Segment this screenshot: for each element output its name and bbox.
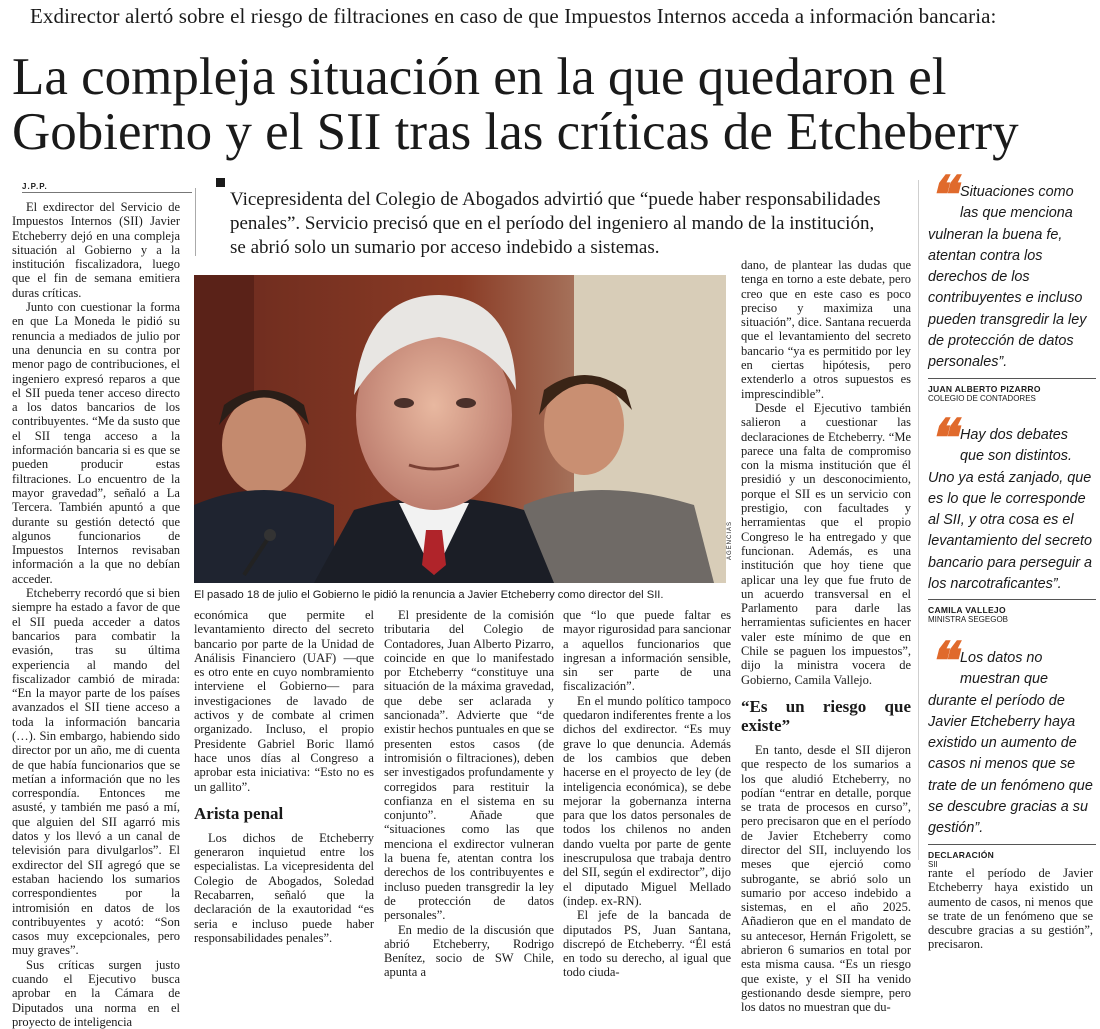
paragraph: rante el período de Javier Etcheberry haya existido un aumento de casos, ni menos que se trate de un fenómeno que se descubre gracias a su gestión”, precisaron. xyxy=(928,866,1093,952)
deck-line-1: Vicepresidenta del Colegio de Abogados advirtió que “puede haber responsabilidades xyxy=(230,189,881,210)
quote-mark-icon: ❝ xyxy=(928,411,956,468)
subhead-riesgo: “Es un riesgo que existe” xyxy=(741,696,911,735)
pull-quote-1 xyxy=(928,168,1093,403)
quote-rule xyxy=(928,599,1096,600)
paragraph: Sus críticas surgen justo cuando el Ejecutivo busca aprobar en la Cámara de Diputados una norma en el proyecto de inteligencia xyxy=(12,957,180,1029)
byline-rule xyxy=(22,192,192,193)
quote-text: Hay dos debates que son distintos. Uno ya está zanjado, que es lo que le corresponde al SII, y otra cosa es el levantamiento del secreto bancario para perseguir a los narcotraficantes”. xyxy=(928,427,1092,593)
quote-rule xyxy=(928,378,1096,379)
paragraph: Los dichos de Etcheberry generaron inquietud entre los especialistas. La vicepresidenta del Colegio de Abogados, Soledad Recabarren, señaló que la declaración de la exautoridad “es seria e incluso puede haber responsabilidades penales”. xyxy=(194,830,374,945)
paragraph: dano, de plantear las dudas que tenga en torno a este debate, pero creo que en este caso es poco preciso y maximiza una situación”, dice. Santana recuerda que el levantamiento del secreto bancario “ya es permitido por ley en ciertas hipótesis, pero extenderlo a otros supuestos es imprescindible”. xyxy=(741,258,911,401)
quote-author: CAMILA VALLEJO xyxy=(928,605,1006,616)
pull-quote-2 xyxy=(928,411,1093,625)
paragraph: económica que permite el levantamiento directo del secreto bancario por parte de la Unidad de Análisis Financiero (UAF) —que es otro ente en cuyo nombramiento interviene el Gobierno— para investigaciones de lavado de activos y de combate al crimen organizado. Incluso, el propio Presidente Gabriel Boric llamó hace unos días al Congreso a aprobar esta iniciativa: “Esto no es un gallito”. xyxy=(194,608,374,794)
article-column-3 xyxy=(384,608,554,980)
quote-author: DECLARACIÓN xyxy=(928,849,995,860)
quote-text: Situaciones como las que menciona vulneran la buena fe, atentan contra los derechos de los contribuyentes e incluso pueden transgredir la ley de protección de datos personales”. xyxy=(928,184,1087,371)
paragraph: En el mundo político tampoco quedaron indiferentes frente a los dichos del exdirector. “Es muy grave lo que denuncia. Además de los cambios que deben hacerse en el proyecto de ley (de inteligencia económica), se debe mejorar la gobernanza interna para que los datos personales de todos los chilenos no anden dando vuelta por parte de gente inescrupulosa que trabaja dentro del SII, según el exdirector”, dijo el diputado Miguel Mellado (indep. ex-RN). xyxy=(563,693,731,908)
quote-text: Los datos no muestran que durante el período de Javier Etcheberry haya existido un aumento de casos ni menos que se trate de un fenómeno que se descubre gracias a su gestión”. xyxy=(928,650,1093,837)
paragraph: Etcheberry recordó que si bien siempre ha estado a favor de que el SII pueda acceder a datos bancarios para combatir la evasión, tras su última experiencia al mando del fiscalizador cambió de mirada: “En la mayor parte de los países avanzados el SII tiene acceso a toda la información bancaria (…). Sin embargo, habiendo sido director por un año, me di cuenta de que había funcionarios que se metían a información que no les correspondía. Entonces me asusté, y también me pasó a mí, que alguien del SII agarró mis datos y los llevó a un canal de televisión para divulgarlos”. El exdirector del SII agregó que se estaban haciendo los sumarios correspondientes por la intromisión en datos de los contribuyentes y acotó: “Son casos muy excepcionales, pero muy graves”. xyxy=(12,586,180,958)
article-headline xyxy=(12,50,1019,160)
quote-role: SII xyxy=(928,859,938,869)
paragraph: En medio de la discusión que abrió Etcheberry, Rodrigo Benítez, socio de SW Chile, apunta a xyxy=(384,922,554,980)
deck-divider xyxy=(195,188,196,256)
article-column-5 xyxy=(741,258,911,1015)
paragraph: Desde el Ejecutivo también salieron a cuestionar las declaraciones de Etcheberry. “Me parece una falta de compromiso con la misma institución que él presidió y un desconocimiento, porque el SII es un servicio con prestigio, con facultades y herramientas que el propio Congreso le ha entregado y que funcionan. Además, es una institución que hoy tiene que aplicar una ley que fue fruto de un acuerdo transversal en el Parlamento para darle las herramientas suficientes en hacer valer este mínimo de que en Chile se paguen los impuestos”, dijo la ministra vocera de Gobierno, Camila Vallejo. xyxy=(741,400,911,687)
photo-caption: El pasado 18 de julio el Gobierno le pidió la renuncia a Javier Etcheberry como director del SII. xyxy=(194,589,664,601)
sidebar-divider xyxy=(918,180,919,860)
headline-line-2: Gobierno y el SII tras las críticas de Etcheberry xyxy=(12,103,1019,161)
paragraph: Junto con cuestionar la forma en que La Moneda le pidió su renuncia a mediados de julio por una denuncia en su contra por menor pago de contribuciones, el ingeniero expresó reparos a que el SII pueda tener acceso directo a los datos bancarios de los contribuyentes. “Me da susto que el SII tenga acceso a la información bancaria si es que se pueden producir estas filtraciones. Lo encuentro de la mayor gravedad”, señaló a La Tercera. También apuntó a que durante su gestión detectó que algunos funcionarios de Impuestos Internos revisaban información a la que no debían acceder. xyxy=(12,300,180,586)
article-column-4 xyxy=(563,608,731,980)
pull-quote-3 xyxy=(928,634,1093,869)
article-column-6 xyxy=(928,866,1093,952)
paragraph: El jefe de la bancada de diputados PS, Juan Santana, discrepó de Etcheberry. “Él está en todo su derecho, al igual que todo ciuda- xyxy=(563,908,731,980)
article-column-1 xyxy=(12,200,180,1029)
subhead-arista-penal: Arista penal xyxy=(194,803,284,823)
photo-illustration xyxy=(194,275,726,583)
deck-line-3: se abrió solo un sumario por acceso indebido a sistemas. xyxy=(230,237,660,258)
quote-mark-icon: ❝ xyxy=(928,634,956,691)
article-photo xyxy=(194,275,726,583)
deck-marker xyxy=(216,178,225,187)
quote-role: MINISTRA SEGEGOB xyxy=(928,615,1009,625)
paragraph: que “lo que puede faltar es mayor rigurosidad para sancionar a aquellos funcionarios que ingresan a información sensible, sin ser parte de una fiscalización”. xyxy=(563,608,731,694)
quote-author: JUAN ALBERTO PIZARRO xyxy=(928,383,1041,394)
quote-role: COLEGIO DE CONTADORES xyxy=(928,393,1036,403)
byline: J.P.P. xyxy=(22,182,48,191)
photo-credit: AGENCIAS xyxy=(727,520,733,560)
paragraph: El presidente de la comisión tributaria del Colegio de Contadores, Juan Alberto Pizarro, coincide en que lo manifestado por Etcheberry “constituye una situación de la máxima gravedad, que debe ser aclarada y sancionada”. Advierte que “de existir hechos puntuales en que se presenten estos casos (de intromisión o filtraciones), deben ser investigados profundamente y corregidos para restituir la confianza en el sistema en su conjunto”. Añade que “situaciones como las que menciona el exdirector vulneran la buena fe, atentan contra los derechos de los contribuyentes e incluso pueden transgredir la ley de protección de datos personales”. xyxy=(384,608,554,923)
quote-rule xyxy=(928,844,1096,845)
paragraph: En tanto, desde el SII dijeron que respecto de los sumarios a los que aludió Etcheberry, no podían “entrar en detalle, porque se trata de procesos en curso”, pero precisaron que en el período de Javier Etcheberry como director del SII, incluyendo los meses que ejerció como subrogante, se abrió solo un sumario por acceso indebido a sistemas, en el año 2025. Añadieron que en el mandato de su antecesor, Hernán Frigolett, se abrieron 6 sumarios en total por esta misma causa. “Es un riesgo que existe, y el SII ha venido gestionando desde siempre, pero los datos no muestran que du- xyxy=(741,742,911,1015)
quote-mark-icon: ❝ xyxy=(928,168,956,225)
article-kicker: Exdirector alertó sobre el riesgo de filtraciones en caso de que Impuestos Internos acceda a información bancaria: xyxy=(30,4,997,28)
deck-line-2: penales”. Servicio precisó que en el período del ingeniero al mando de la institución, xyxy=(230,213,875,234)
paragraph: El exdirector del Servicio de Impuestos Internos (SII) Javier Etcheberry dejó en una compleja situación al Gobierno y a la institución fiscalizadora, luego que el fin de semana emitiera duras críticas. xyxy=(12,200,180,300)
article-deck xyxy=(230,188,910,260)
article-column-2 xyxy=(194,608,374,945)
headline-line-1: La compleja situación en la que quedaron el xyxy=(12,48,947,106)
